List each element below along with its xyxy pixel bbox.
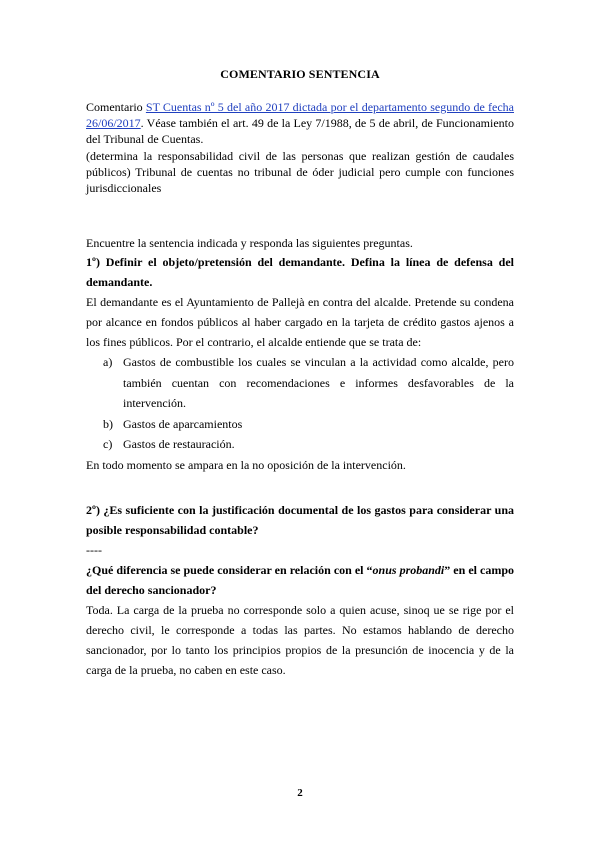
- question-1-closing: En todo momento se ampara en la no oposición de la intervención.: [86, 457, 406, 472]
- sub-question-post: ” en el campo del derecho sancionador?: [86, 563, 515, 597]
- list-marker: a): [103, 355, 113, 369]
- sentence-link[interactable]: ST Cuentas nº 5 del año 2017 dictada por el departamento segundo de fecha 26/06/2017: [86, 100, 514, 130]
- question-1-heading: 1º) Definir el objeto/pretensión del demandante. Defina la línea de defensa del demandante.: [86, 255, 514, 289]
- list-item: [86, 352, 514, 414]
- question-1-section: [86, 252, 514, 475]
- page-number: 2: [297, 787, 303, 799]
- list-item-text: Gastos de restauración.: [123, 437, 235, 451]
- question-2-answer: Toda. La carga de la prueba no corresponde solo a quien acuse, sinoq ue se rige por el derecho civil, le corresponde a todas las partes. No estamos hablando de derecho sancionador, por lo tanto los principios propios de la presunción de inocencia y de la carga de la prueba, no caben en este caso.: [86, 603, 514, 677]
- expense-list: [86, 352, 514, 455]
- separator-text: ----: [86, 543, 102, 557]
- list-marker: b): [103, 416, 113, 431]
- list-item: [86, 434, 514, 455]
- instruction-text: Encuentre la sentencia indicada y responda las siguientes preguntas.: [86, 236, 413, 250]
- document-title: COMENTARIO SENTENCIA: [220, 67, 380, 81]
- note-paragraph: (determina la responsabilidad civil de las personas que realizan gestión de caudales públicos) Tribunal de cuentas no tribunal de óder judicial pero cumple con funciones jurisdiccionales: [86, 149, 514, 195]
- list-item: [86, 414, 514, 435]
- sub-question-pre: ¿Qué diferencia se puede considerar en relación con el “: [86, 563, 373, 577]
- sub-question-heading: [86, 560, 514, 600]
- question-2-heading: 2º) ¿Es suficiente con la justificación documental de los gastos para considerar una posible responsabilidad contable?: [86, 503, 514, 537]
- list-item-text: Gastos de combustible los cuales se vinculan a la actividad como alcalde, pero también cuentan con recomendaciones e informes desfavorables de la intervención.: [123, 355, 514, 410]
- list-item-text: Gastos de aparcamientos: [123, 416, 243, 431]
- intro-paragraph: [86, 99, 514, 147]
- list-marker: c): [103, 437, 113, 451]
- sub-question-emphasis: onus probandi: [372, 563, 445, 577]
- question-2-section: [86, 500, 514, 680]
- intro-prefix: Comentario: [86, 100, 146, 114]
- question-1-answer: El demandante es el Ayuntamiento de Pallejà en contra del alcalde. Pretende su condena por alcance en fondos públicos al haber cargado en la tarjeta de crédito gastos ajenos a los fines públicos. Por el contrario, el alcalde entiende que se trata de:: [86, 295, 514, 349]
- intro-suffix: . Véase también el art. 49 de la Ley 7/1988, de 5 de abril, de Funcionamiento del Tribunal de Cuentas.: [86, 116, 514, 146]
